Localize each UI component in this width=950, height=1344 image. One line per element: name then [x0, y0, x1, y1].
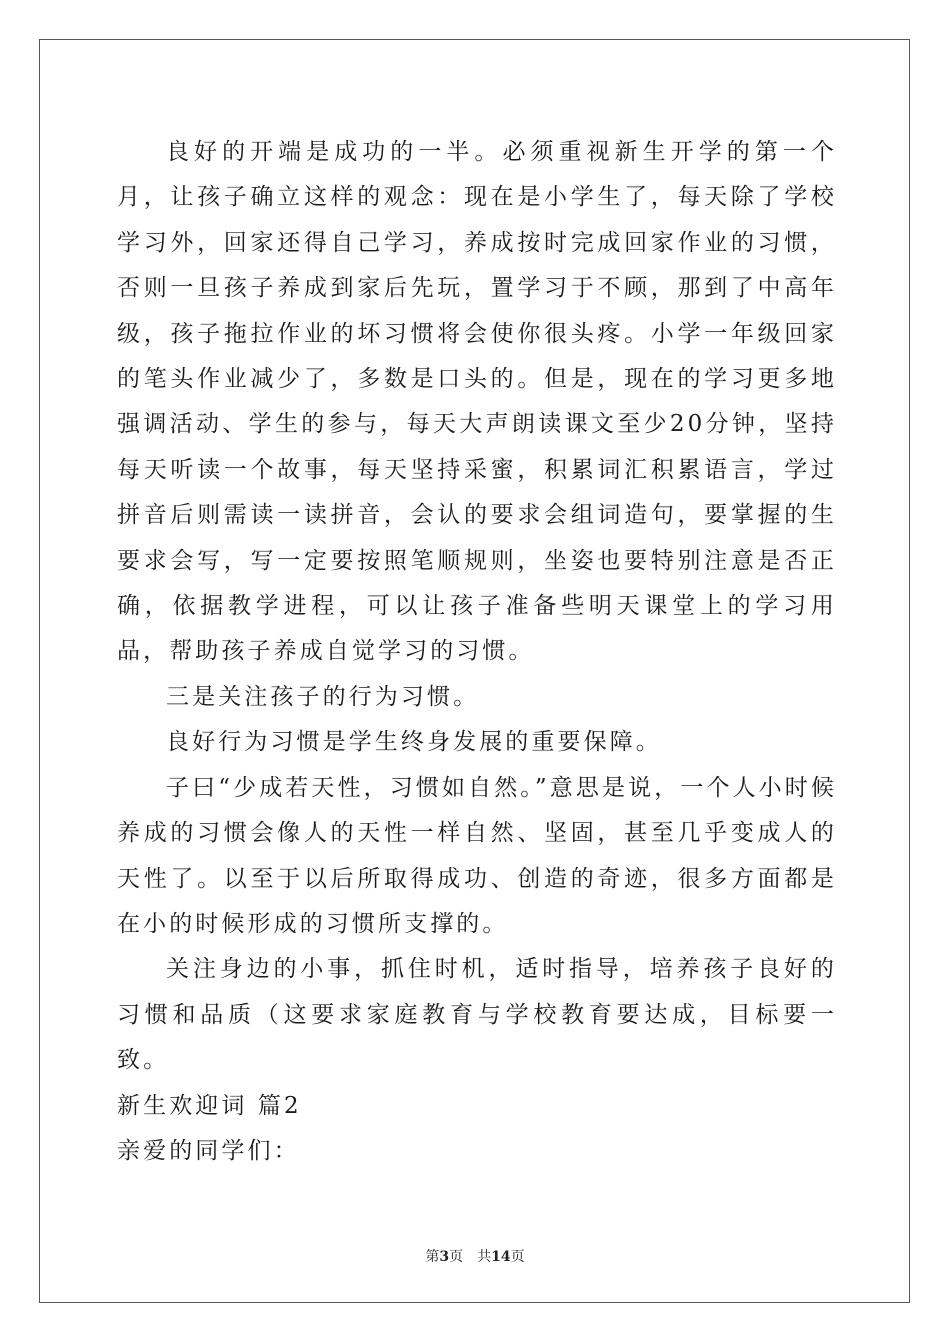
document-body	[117, 130, 837, 1174]
section-heading: 新生欢迎词 篇2	[117, 1092, 302, 1119]
page-suffix: 页	[449, 1249, 464, 1265]
total-pages: 14	[491, 1249, 511, 1265]
total-prefix: 共	[477, 1249, 492, 1265]
paragraph-small-things: 关注身边的小事，抓住时机，适时指导，培养孩子良好的习惯和品质（这要求家庭教育与学校教育要达成，目标要一致。	[117, 956, 837, 1074]
paragraph-good-start: 良好的开端是成功的一半。必须重视新生开学的第一个月，让孩子确立这样的观念：现在是小学生了，每天除了学校学习外，回家还得自己学习，养成按时完成回家作业的习惯，否则一旦孩子养成到家后先玩，置学习于不顾，那到了中高年级，孩子拖拉作业的坏习惯将会使你很头疼。小学一年级回家的笔头作业减少了，多数是口头的。但是，现在的学习更多地强调活动、学生的参与，每天大声朗读课文至少20分钟，坚持每天听读一个故事，每天坚持采蜜，积累词汇积累语言，学过拼音后则需读一读拼音，会认的要求会组词造句，要掌握的生要求会写，写一定要按照笔顺规则，坐姿也要特别注意是否正确，依据教学进程，可以让孩子准备些明天课堂上的学习用品，帮助孩子养成自觉学习的习惯。	[117, 139, 837, 665]
paragraph-behavior-habits: 三是关注孩子的行为习惯。	[166, 683, 480, 710]
total-suffix: 页	[510, 1249, 525, 1265]
page-footer	[0, 1246, 950, 1266]
salutation: 亲爱的同学们：	[117, 1137, 300, 1164]
paragraph-confucius-quote: 子曰“少成若天性，习惯如自然。”意思是说，一个人小时候养成的习惯会像人的天性一样自然、坚固，甚至几乎变成人的天性了。以至于以后所取得成功、创造的奇迹，很多方面都是在小的时候形成的习惯所支撑的。	[117, 774, 837, 937]
page-prefix: 第	[425, 1249, 440, 1265]
paragraph-habit-guarantee: 良好行为习惯是学生终身发展的重要保障。	[166, 729, 662, 756]
page-number: 3	[439, 1249, 450, 1265]
